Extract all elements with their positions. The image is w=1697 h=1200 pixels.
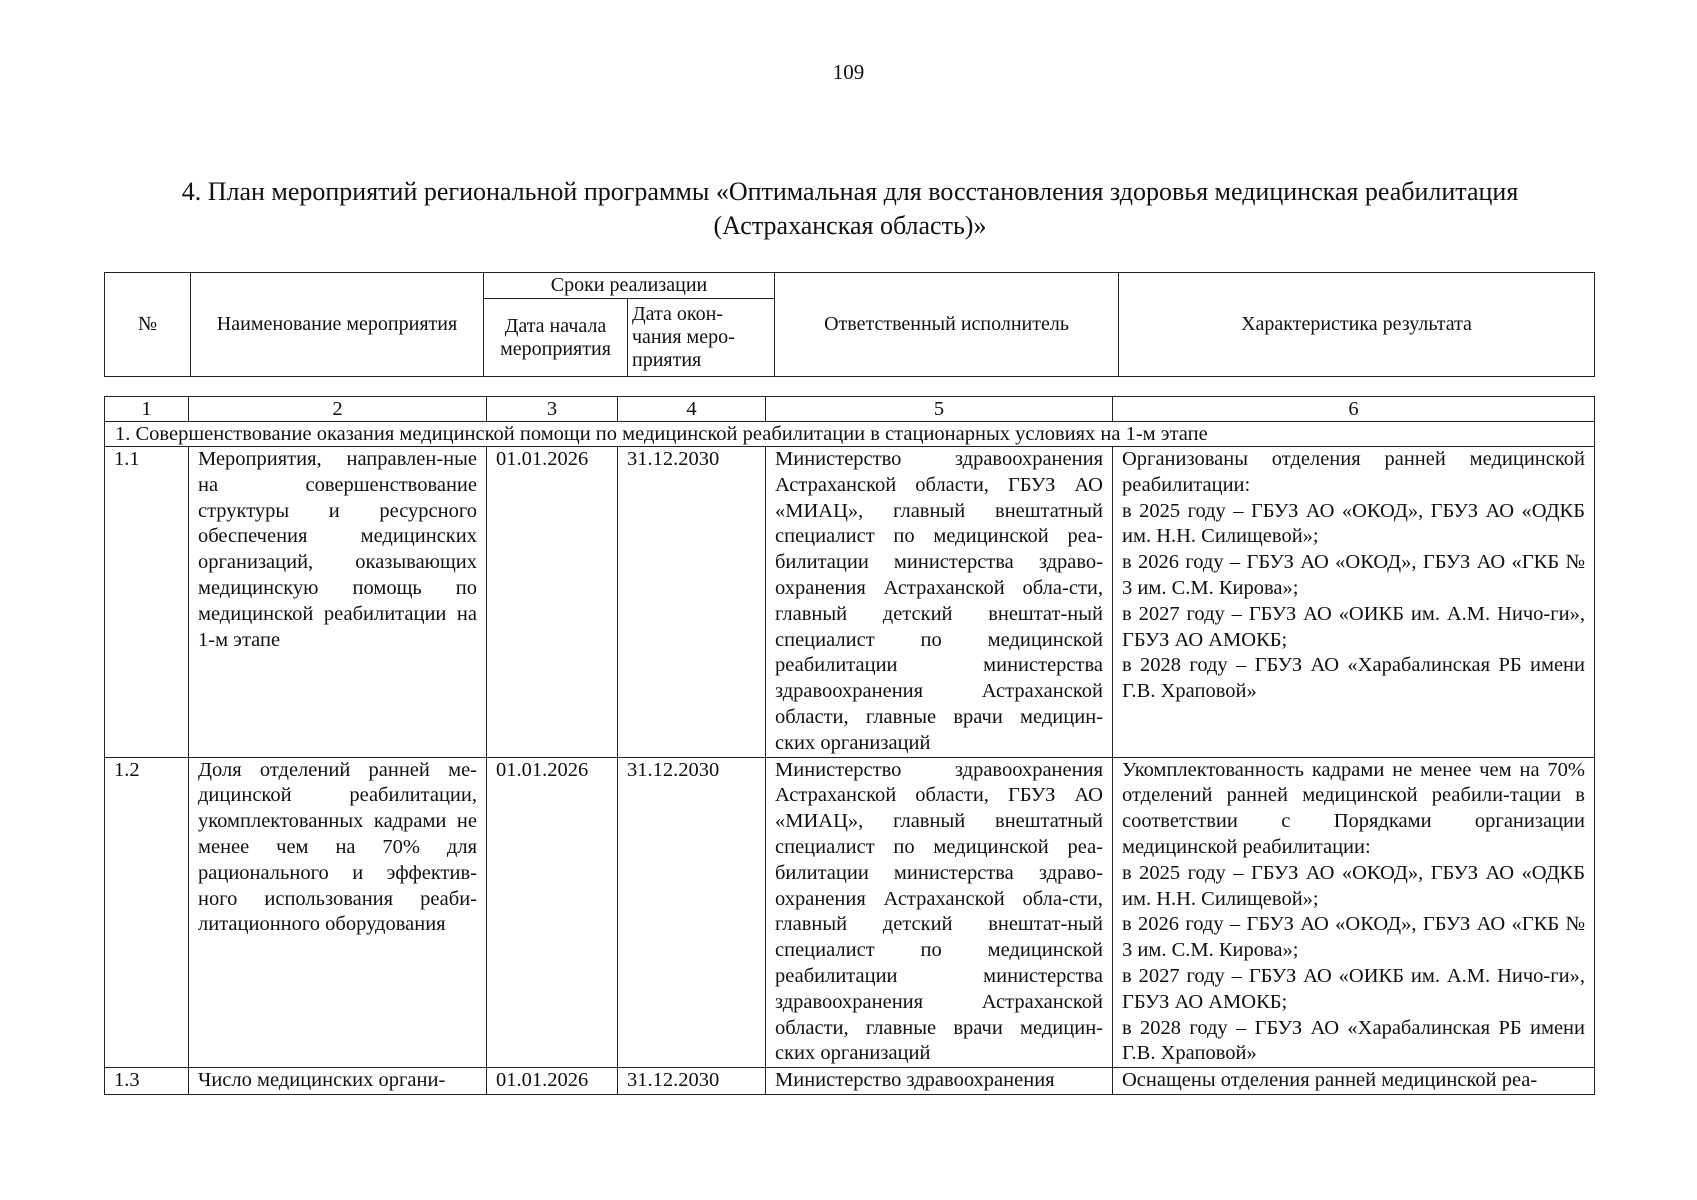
start-date: 01.01.2026 — [487, 1068, 618, 1095]
title-line-2: (Астраханская область)» — [713, 211, 987, 240]
end-date: 31.12.2030 — [618, 1068, 766, 1095]
table-row — [105, 1068, 1595, 1095]
header-col-number: № — [105, 273, 191, 377]
header-table — [104, 272, 1595, 377]
document-title — [100, 175, 1600, 243]
start-date: 01.01.2026 — [487, 447, 618, 758]
column-number: 3 — [487, 397, 618, 422]
column-number: 5 — [766, 397, 1113, 422]
responsible-executor: Министерство здравоохранения Астраханской области, ГБУЗ АО «МИАЦ», главный внештатный специалист по медицинской реа-билитации министерства здраво-охранения Астраханской обла-сти, главный детский внештат-ный специалист по медицинской реабилитации министерства здравоохранения Астраханской области, главные врачи медицин-ских организаций — [766, 447, 1113, 758]
section-row — [105, 422, 1595, 447]
activity-name: Доля отделений ранней ме-дицинской реабилитации, укомплектованных кадрами не менее чем на 70% для рационального и эффектив-ного использования реаби-литационного оборудования — [189, 757, 487, 1068]
column-number-row — [105, 397, 1595, 422]
result-line: в 2027 году – ГБУЗ АО «ОИКБ им. А.М. Ничо-ги», ГБУЗ АО АМОКБ; — [1122, 602, 1585, 651]
title-line-1: 4. План мероприятий региональной программы «Оптимальная для восстановления здоровья медицинская реабилитация — [181, 177, 1519, 206]
start-date: 01.01.2026 — [487, 757, 618, 1068]
column-number: 6 — [1113, 397, 1595, 422]
header-col-start: Дата начала мероприятия — [484, 299, 628, 377]
activity-name: Число медицинских органи- — [189, 1068, 487, 1095]
result-line: Оснащены отделения ранней медицинской реа- — [1122, 1069, 1538, 1092]
end-date: 31.12.2030 — [618, 757, 766, 1068]
result-line: в 2028 году – ГБУЗ АО «Харабалинская РБ имени Г.В. Храповой» — [1122, 654, 1585, 703]
section-title: 1. Совершенствование оказания медицинской помощи по медицинской реабилитации в стационарных условиях на 1-м этапе — [105, 422, 1595, 447]
column-number: 1 — [105, 397, 189, 422]
result-description — [1113, 447, 1595, 758]
activity-name: Мероприятия, направлен-ные на совершенствование структуры и ресурсного обеспечения медицинских организаций, оказывающих медицинскую помощь по медицинской реабилитации на 1-м этапе — [189, 447, 487, 758]
table-row — [105, 447, 1595, 758]
row-number: 1.2 — [105, 757, 189, 1068]
result-line: в 2025 году – ГБУЗ АО «ОКОД», ГБУЗ АО «ОДКБ им. Н.Н. Силищевой»; — [1122, 861, 1585, 910]
result-line: Укомплектованность кадрами не менее чем на 70% отделений ранней медицинской реабили-тации в соответствии с Порядками организации медицинской реабилитации: — [1122, 758, 1585, 858]
activities-table — [104, 396, 1595, 1095]
result-line: Организованы отделения ранней медицинской реабилитации: — [1122, 448, 1585, 496]
header-col-end: Дата окон-чания меро-приятия — [628, 299, 775, 377]
result-line: в 2026 году – ГБУЗ АО «ОКОД», ГБУЗ АО «ГКБ № 3 им. С.М. Кирова»; — [1122, 551, 1585, 599]
result-line: в 2028 году – ГБУЗ АО «Харабалинская РБ имени Г.В. Храповой» — [1122, 1016, 1585, 1065]
responsible-executor: Министерство здравоохранения Астраханской области, ГБУЗ АО «МИАЦ», главный внештатный специалист по медицинской реа-билитации министерства здраво-охранения Астраханской обла-сти, главный детский внештат-ный специалист по медицинской реабилитации министерства здравоохранения Астраханской области, главные врачи медицин-ских организаций — [766, 757, 1113, 1068]
end-date: 31.12.2030 — [618, 447, 766, 758]
header-col-name: Наименование мероприятия — [191, 273, 484, 377]
responsible-executor: Министерство здравоохранения — [766, 1068, 1113, 1095]
result-description — [1113, 757, 1595, 1068]
header-col-result: Характеристика результата — [1119, 273, 1595, 377]
result-line: в 2027 году – ГБУЗ АО «ОИКБ им. А.М. Ничо-ги», ГБУЗ АО АМОКБ; — [1122, 964, 1585, 1013]
header-col-executor: Ответственный исполнитель — [775, 273, 1119, 377]
header-col-terms: Сроки реализации — [484, 273, 775, 299]
column-number: 2 — [189, 397, 487, 422]
column-number: 4 — [618, 397, 766, 422]
result-line: в 2026 году – ГБУЗ АО «ОКОД», ГБУЗ АО «ГКБ № 3 им. С.М. Кирова»; — [1122, 913, 1585, 962]
table-row — [105, 757, 1595, 1068]
result-description — [1113, 1068, 1595, 1095]
page-number: 109 — [832, 60, 865, 84]
result-line: в 2025 году – ГБУЗ АО «ОКОД», ГБУЗ АО «ОДКБ им. Н.Н. Силищевой»; — [1122, 499, 1585, 548]
row-number: 1.1 — [105, 447, 189, 758]
row-number: 1.3 — [105, 1068, 189, 1095]
